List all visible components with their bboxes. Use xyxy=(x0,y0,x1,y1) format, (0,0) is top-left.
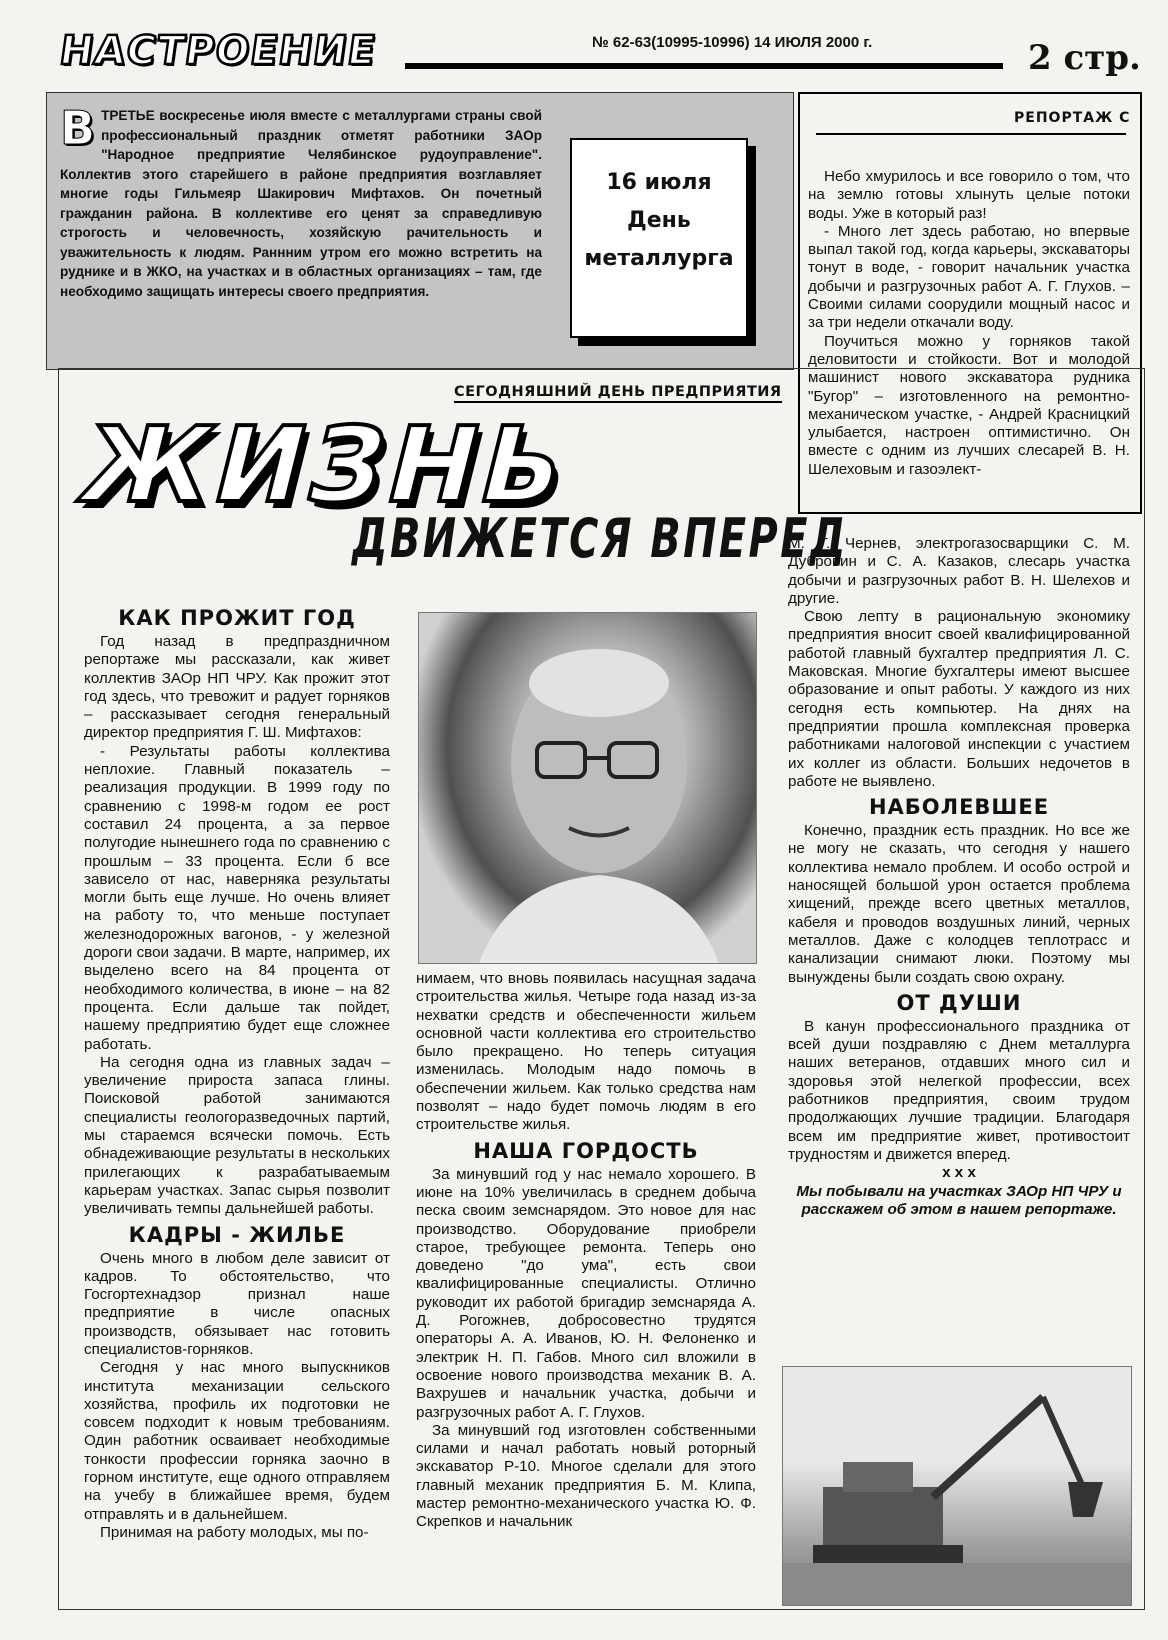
report-tag-rule xyxy=(816,133,1126,135)
paragraph: Сегодня у нас много выпускников института механизации сельского хозяйства, профиль их подготовки не совсем подходит к новым требованиям. Один работник осваивает необходимые тонкости профессии горняка заочно в горном институте, еще одного отправляем на учебу в ближайшее время, будем отправлять и в дальнейшем. xyxy=(84,1359,390,1523)
paragraph: В канун профессионального праздника от всей души поздравляю с Днем металлурга наших ветеранов, отдавших много сил и здоровья этой нелегкой профессии, всех работников предприятия, своим трудом продолжающих лучшие традиции. Благодаря всем им предприятие живет, противостоит трудностям и движется вперед. xyxy=(788,1017,1130,1163)
paragraph: Поучиться можно у горняков такой деловитости и стойкости. Вот и молодой машинист нового экскаватора рудника "Бугор" – изготовленного на ремонтно-механическом участке, - Андрей Красницкий улыбается, настроен оптимистично. Он вместе с одним из лучших слесарей В. Н. Шелеховым и газоэлект- xyxy=(808,332,1130,478)
subheading: КАДРЫ - ЖИЛЬЕ xyxy=(128,1222,346,1247)
header-rule xyxy=(405,63,1003,69)
paragraph: Принимая на работу молодых, мы по- xyxy=(100,1523,369,1541)
paragraph: Год назад в предпраздничном репортаже мы рассказали, как живет коллектив ЗАОр НП ЧРУ. Как прожит этот год здесь, что тревожит и радует горняков – рассказывает сегодня генеральный директор предприятия Г. Ш. Мифтахов: xyxy=(84,633,390,742)
date-day-label: День xyxy=(627,208,691,233)
issue-info: № 62-63(10995-10996) 14 ИЮЛЯ 2000 г. xyxy=(592,34,873,51)
newspaper-name: НАСТРОЕНИЕ xyxy=(56,28,380,74)
paragraph: М. Г. Чернев, электрогазосварщики С. М. Дубровин и С. А. Казаков, слесарь участка добычи и разгрузочных работ В. Н. Шелехов и другие. xyxy=(788,535,1130,607)
paragraph: За минувший год у нас немало хорошего. В июне на 10% увеличилась в среднем добыча песка своим земснарядом. Это новое для нас производство. Оборудование приобрели старое, требующее ремонта. Теперь оно доведено "до ума", есть свои квалифицированные специалисты. Отлично руководит их работой бригадир земснаряда А. Д. Рогожнев, добросовестно трудятся операторы А. А. Иванов, Ю. Н. Фелоненко и электрик Н. П. Габов. Много сил вложили в освоение нового производства механик В. А. Вахрушев и начальник участка, добычи и разгрузочных работ А. Г. Глухов. xyxy=(416,1165,756,1421)
paragraph: Очень много в любом деле зависит от кадров. То обстоятельство, что Госгортехнадзор признал наше предприятие в числе опасных производств, обязывает нас готовить специалистов-горняков. xyxy=(84,1249,390,1358)
intro-text xyxy=(60,101,542,301)
paragraph: - Много лет здесь работаю, но впервые выпал такой год, когда карьеры, экскаваторы тонут в воде, - говорит начальник участка добычи и разгрузочных работ А. Г. Глухов. – Своими силами соорудили мощный насос и за три недели откачали воду. xyxy=(808,222,1130,332)
director-portrait-photo xyxy=(418,612,757,964)
subheading: ОТ ДУШИ xyxy=(896,990,1022,1015)
separator-stars: x x x xyxy=(942,1164,976,1182)
article-column-2 xyxy=(416,970,756,1532)
drop-cap: В xyxy=(60,101,96,155)
headline-secondary: ДВИЖЕТСЯ ВПЕРЕД xyxy=(352,507,848,570)
date-box xyxy=(570,138,748,338)
paragraph: За минувший год изготовлен собственными силами и начал работать новый роторный экскаватор Р-10. Многое сделали для этого главный механик предприятия Б. М. Клипа, мастер ремонтно-механического участка Ю. Ф. Скрепков и начальник xyxy=(416,1421,756,1531)
article-column-1 xyxy=(84,602,390,1542)
paragraph: На сегодня одна из главных задач – увеличение прироста запаса глины. Поисковой работой занимаются специалисты геологоразведочных партий, мы стараемся всячески помочь. Есть обнадеживающие результаты в нескольких прилегающих к разрабатываемым карьерам участках. Запас сырья позволит увеличивать темпы дальнейшей работы. xyxy=(84,1053,390,1218)
paragraph: Небо хмурилось и все говорило о том, что на землю готовы хлынуть целые потоки воды. Уже в который раз! xyxy=(808,168,1130,222)
headline-main: ЖИЗНЬ xyxy=(68,404,584,526)
page-number: 2 стр. xyxy=(1028,38,1141,78)
subheading: КАК ПРОЖИТ ГОД xyxy=(118,606,356,630)
report-tag: РЕПОРТАЖ С xyxy=(1014,110,1131,126)
date-holiday: металлурга xyxy=(584,246,734,271)
article-column-3 xyxy=(788,535,1130,1219)
intro-paragraph: ТРЕТЬЕ воскресенье июля вместе с металлургами страны свой профессиональный праздник отметят работники ЗАОр "Народное предприятие Челябинское рудоуправление". Коллектив этого старейшего в районе предприятия возглавляет многие годы Гильмеяр Шакирович Мифтахов. Он почетный гражданин района. В коллективе его ценят за справедливую строгость и человечность, хозяйскую рачительность и уважительность к людям. Раннним утром его можно встретить на руднике и в ЖКО, на участках и в областных организациях – там, где необходимо защищать интересы своего предприятия. xyxy=(60,108,542,299)
paragraph: Конечно, праздник есть праздник. Но все же не могу не сказать, что сегодня у нашего коллектива немало проблем. И особо острой и наносящей большой урон остается проблема хищений, прежде всего цветных металлов, кабеля и проводов воздушных линий, черных металлов. Даже с колодцев теплотрасс и канализации снимают люки. Поэтому мы вынуждены были создать свою охрану. xyxy=(788,822,1130,986)
subheading: НАША ГОРДОСТЬ xyxy=(473,1138,699,1163)
subheading: НАБОЛЕВШЕЕ xyxy=(868,795,1050,820)
excavator-photo xyxy=(782,1366,1132,1606)
paragraph: нимаем, что вновь появилась насущная задача строительства жилья. Четыре года назад из-за нехватки средств и обеспеченности жильем основной части коллектива его строительство было прекращено. Но теперь ситуация изменилась. Молодым надо помочь в обеспечении жильем. Как только средства нам позволят – надо будет помочь людям в его строительстве жилья. xyxy=(416,970,756,1134)
paragraph: Свою лепту в рациональную экономику предприятия вносит своей квалифицированной работой главный бухгалтер предприятия Л. С. Маковская. Многие бухгалтеры имеют высшее образование и опыт работы. У каждого из них сегодня есть компьютер. На днях на предприятии прошла комплексная проверка работниками налоговой инспекции с участием их коллег из области. Больших недочетов в работе не выявлено. xyxy=(788,608,1130,790)
date-line: 16 июля xyxy=(606,170,712,195)
signoff: Мы побывали на участках ЗАОр НП ЧРУ и расскажем об этом в нашем репортаже. xyxy=(796,1182,1122,1218)
paragraph: - Результаты работы коллектива неплохие. Главный показатель – реализация продукции. В 1999 году по сравнению с 1998-м годом ее рост составил 24 процента, а за первое полугодие нынешнего года по сравнению с прошлым – 33 процента. Если б все зависело от нас, наверняка результаты могли быть еще лучше. Но очень влияет на работу то, что меньше поступает железнодорожных вагонов, - у железной дороги свои задачи. В марте, например, их выделено всего на 84 процента от необходимого количества, в июне – на 82 процента. Если дальше так пойдет, нашему предприятию будет еще сложнее работать. xyxy=(84,742,390,1053)
article-kicker: СЕГОДНЯШНИЙ ДЕНЬ ПРЕДПРИЯТИЯ xyxy=(454,384,782,403)
